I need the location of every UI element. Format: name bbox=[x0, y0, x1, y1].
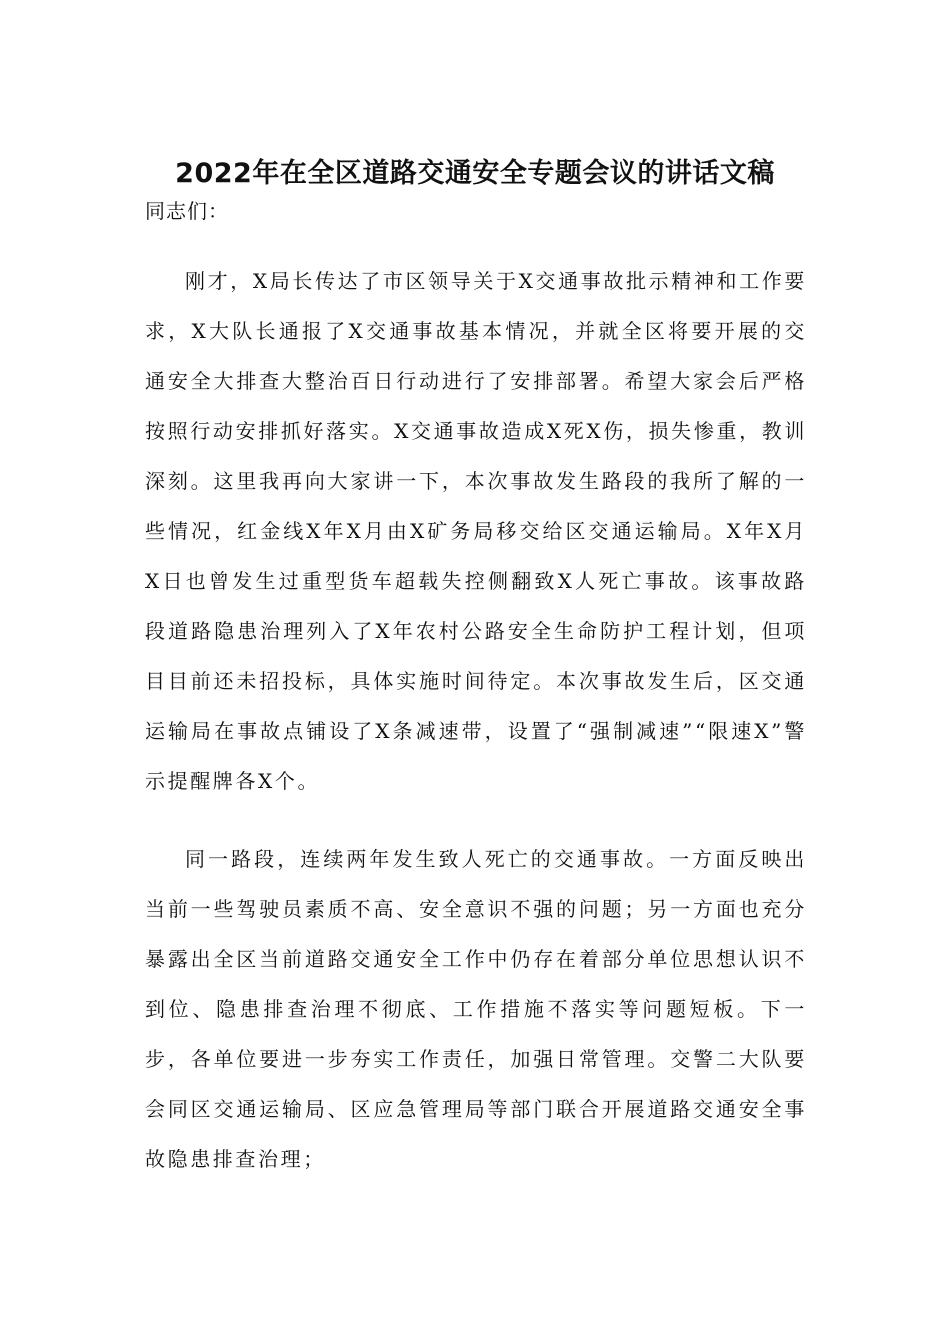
paragraph-2: 同一路段，连续两年发生致人死亡的交通事故。一方面反映出当前一些驾驶员素质不高、安全意识不强的问题；另一方面也充分暴露出全区当前道路交通安全工作中仍存在着部分单位思想认识不到位、隐患排查治理不彻底、工作措施不落实等问题短板。下一步，各单位要进一步夯实工作责任，加强日常管理。交警二大队要会同区交通运输局、区应急管理局等部门联合开展道路交通安全事故隐患排查治理； bbox=[145, 847, 807, 1171]
salutation: 同志们： bbox=[145, 199, 229, 223]
paragraph-1: 刚才，X局长传达了市区领导关于X交通事故批示精神和工作要求，X大队长通报了X交通事故基本情况，并就全区将要开展的交通安全大排查大整治百日行动进行了安排部署。希望大家会后严格按照行动安排抓好落实。X交通事故造成X死X伤，损失惨重，教训深刻。这里我再向大家讲一下，本次事故发生路段的我所了解的一些情况，红金线X年X月由X矿务局移交给区交通运输局。X年X月X日也曾发生过重型货车超载失控侧翻致X人死亡事故。该事故路段道路隐患治理列入了X年农村公路安全生命防护工程计划，但项目目前还未招投标，具体实施时间待定。本次事故发生后，区交通运输局在事故点铺设了X条减速带，设置了“强制减速”“限速X”警示提醒牌各X个。 bbox=[145, 269, 807, 793]
document-title: 2022年在全区道路交通安全专题会议的讲话文稿 bbox=[175, 158, 775, 189]
